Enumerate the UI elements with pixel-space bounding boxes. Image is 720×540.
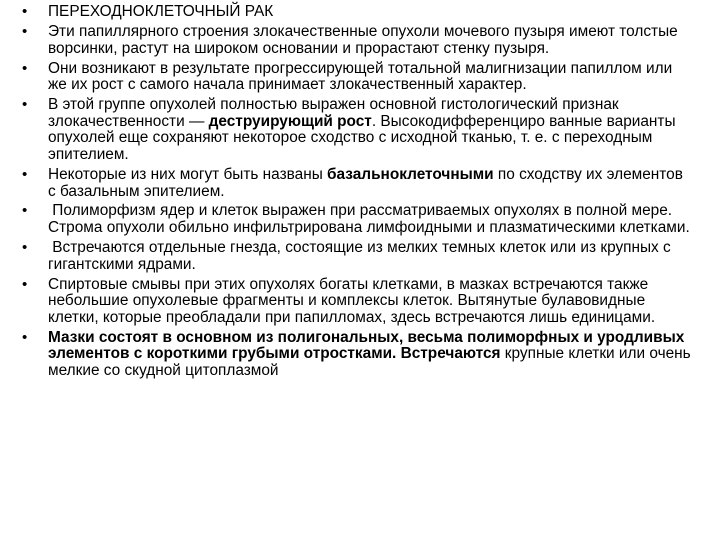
list-item	[22, 61, 692, 94]
bullet-icon: •	[22, 328, 28, 346]
item-text: крупные клетки или очень мелкие со скудной цитоплазмой	[48, 345, 695, 379]
list-item	[22, 24, 692, 57]
item-text: Спиртовые смывы при этих опухолях богаты клетками, в мазках встречаются также небольшие опухолевые фрагменты и комплексы клеток. Вытянутые булавовидные клетки, которые преобладали при папилломах, здесь встречаются лишь единицами.	[48, 275, 656, 326]
item-text: по сходству их элементов с базальным эпителием.	[48, 165, 688, 200]
bullet-icon: •	[22, 275, 28, 293]
item-text: Полиморфизм ядер и клеток выражен при рассматриваемых опухолях в полной мере. Строма опухоли обильно инфильтрирована лимфоидными и плазматическими клетками.	[48, 202, 690, 237]
list-item	[22, 203, 692, 236]
bullet-list	[22, 3, 695, 380]
bullet-icon: •	[22, 202, 28, 220]
bullet-icon: •	[22, 96, 28, 114]
item-text: Они возникают в результате прогрессирующей тотальной малигнизации папиллом или же их рост с самого начала принимает злокачественный характер.	[48, 59, 677, 94]
item-text: Некоторые из них могут быть названы	[48, 165, 328, 183]
bullet-icon: •	[22, 165, 28, 183]
item-text: Эти папиллярного строения злокачественные опухоли мочевого пузыря имеют толстые ворсинки, растут на широком основании и прорастают стенку пузыря.	[48, 22, 683, 57]
bullet-icon: •	[22, 22, 28, 40]
list-item	[22, 4, 692, 21]
item-emphasis: базальноклеточными	[327, 165, 494, 183]
bullet-icon: •	[22, 59, 28, 77]
bullet-icon: •	[22, 3, 28, 20]
slide-title: ПЕРЕХОДНОКЛЕТОЧНЫЙ РАК	[48, 3, 274, 20]
item-emphasis: деструирующий рост	[208, 112, 372, 130]
bullet-icon: •	[22, 239, 28, 257]
list-item	[22, 240, 692, 273]
list-item	[22, 277, 692, 327]
item-text: Встречаются отдельные гнезда, состоящие из мелких темных клеток или из крупных с гигантскими ядрами.	[48, 239, 675, 273]
list-item	[22, 97, 692, 163]
item-text: В этой группе опухолей полностью выражен основной гистологический признак злокачественности —	[48, 96, 623, 130]
item-text: . Высокодифференциро ванные варианты опухолей еще сохраняют некоторое сходство с исходной тканью, т. е. с переходным эпителием.	[48, 112, 680, 163]
item-emphasis: Мазки состоят в основном из полигональных, весьма полиморфных и уродливых элементов с короткими грубыми отростками. Встречаются	[48, 328, 689, 363]
list-item	[22, 167, 692, 200]
list-item	[22, 328, 695, 380]
